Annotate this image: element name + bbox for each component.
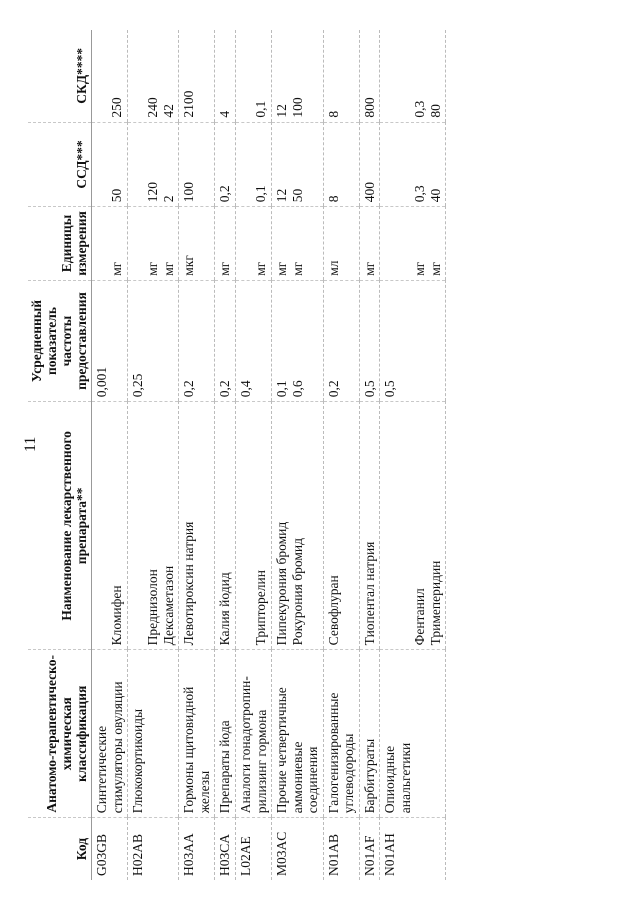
cell-skd-line: 100 [289,97,305,118]
cell-skd-line: 250 [109,97,125,118]
cell-drug [272,402,324,650]
table-row [92,30,128,880]
cell-unit [92,207,128,281]
cell-atc [179,650,215,818]
cell-atc [128,650,179,818]
cell-atc-line: Прочие четвертичные [274,687,290,814]
cell-frequency [359,280,380,402]
cell-unit [323,207,359,281]
spacer [238,406,253,645]
cell-unit-line: мг [427,261,443,276]
cell-atc-line: Препараты йода [217,720,233,814]
cell-drug-line: Рокурония бромид [289,538,305,646]
spacer [130,406,145,645]
cell-atc-line: рилизинг гормона [253,709,269,814]
table-row [128,30,179,880]
cell-ssd [272,122,324,207]
cell-code-line: N01AF [361,835,377,876]
cell-code [92,818,128,880]
spacer [238,211,253,276]
cell-frequency-line: 0,2 [181,380,197,398]
table-row [215,30,236,880]
cell-atc-line: Аналоги гонадотропин- [237,676,253,814]
header-drug-name: Наименование лекарственного препарата** [28,402,92,650]
cell-skd-line: 42 [160,104,176,118]
cell-drug [92,402,128,650]
spacer [94,211,109,276]
cell-atc-line: Синтетические [94,725,110,814]
cell-drug [235,402,271,650]
cell-unit-line: мг [274,261,290,276]
cell-frequency [92,280,128,402]
spacer [94,127,109,203]
header-frequency: Усредненный показатель частоты предоставления [28,280,92,402]
cell-code-line: H02AB [130,833,146,876]
cell-atc-line: соединения [305,746,321,814]
cell-code-line: M03AC [274,831,290,876]
cell-skd-line: 240 [145,97,161,118]
cell-atc-line: стимуляторы овуляции [109,681,125,814]
cell-frequency [323,280,359,402]
cell-skd [179,30,215,122]
cell-drug-line: Калия йодид [217,572,233,646]
cell-skd-line: 0,1 [252,100,268,118]
rotated-table-container [28,30,628,880]
table-row [380,30,446,880]
cell-code [179,818,215,880]
cell-code-line: H03AA [181,833,197,876]
cell-skd [92,30,128,122]
cell-drug [179,402,215,650]
spacer [130,211,145,276]
cell-code-line: N01AB [325,833,341,876]
cell-frequency-line: 0,5 [382,380,398,398]
spacer [382,127,397,203]
cell-ssd-line: 50 [289,188,305,203]
cell-skd [128,30,179,122]
cell-drug [215,402,236,650]
cell-skd [235,30,271,122]
table-row [359,30,380,880]
cell-code [128,818,179,880]
page-number: 11 [22,436,39,452]
cell-ssd [235,122,271,207]
cell-ssd-line: 50 [109,188,125,203]
cell-atc [235,650,271,818]
cell-frequency [272,280,324,402]
cell-unit-line: мг [412,261,428,276]
cell-atc-line: Барбитураты [361,738,377,814]
cell-skd [272,30,324,122]
cell-ssd [380,122,446,207]
table-body [92,30,446,880]
spacer [130,127,145,203]
cell-skd-line: 4 [217,110,233,118]
cell-frequency-line: 0,001 [94,366,110,398]
spacer [382,34,397,118]
header-ssd: ССД*** [28,122,92,207]
cell-unit [215,207,236,281]
cell-unit [272,207,324,281]
spacer [382,211,397,276]
cell-ssd [359,122,380,207]
cell-ssd-line: 2 [160,195,176,203]
cell-atc-line: железы [196,770,212,814]
header-code: Код [28,818,92,880]
cell-ssd [128,122,179,207]
spacer [94,34,109,118]
cell-ssd-line: 0,3 [412,185,428,203]
cell-skd [215,30,236,122]
spacer [397,211,412,276]
table-row [323,30,359,880]
cell-atc [272,650,324,818]
cell-drug-line: Фентанил [412,588,428,646]
cell-ssd-line: 0,1 [252,185,268,203]
cell-atc-line: Опиоидные [382,745,398,814]
cell-code [323,818,359,880]
cell-frequency [380,280,446,402]
drug-table [28,30,446,880]
cell-frequency [235,280,271,402]
cell-ssd-line: 400 [361,181,377,203]
cell-ssd [215,122,236,207]
cell-frequency [215,280,236,402]
cell-frequency [179,280,215,402]
cell-drug [323,402,359,650]
cell-code-line: H03CA [217,833,233,876]
cell-drug-line: Тиопентал натрия [361,541,377,646]
cell-skd-line: 800 [361,97,377,118]
spacer [397,127,412,203]
cell-frequency [128,280,179,402]
cell-atc-line: Глюкокортикоиды [130,708,146,814]
header-skd: СКД**** [28,30,92,122]
cell-atc [359,650,380,818]
cell-atc-line: Гормоны щитовидной [181,686,197,814]
header-atc-classification: Анатомо-терапевтическо-химическая классификация [28,650,92,818]
cell-unit-line: мкг [181,255,197,276]
cell-atc [380,650,446,818]
cell-atc [92,650,128,818]
cell-unit-line: мг [252,261,268,276]
cell-code [235,818,271,880]
cell-atc [323,650,359,818]
cell-frequency-line: 0,25 [130,373,146,398]
cell-atc-line: анальгетики [397,742,413,814]
cell-drug-line: Севофлуран [325,575,341,646]
cell-drug-line: Кломифен [109,585,125,646]
cell-unit [359,207,380,281]
cell-drug [128,402,179,650]
cell-ssd [323,122,359,207]
cell-drug [359,402,380,650]
cell-skd-line: 0,3 [412,100,428,118]
spacer [130,34,145,118]
cell-unit-line: мг [361,261,377,276]
cell-frequency-line: 0,4 [237,380,253,398]
spacer [397,406,412,645]
cell-atc-line: аммониевые [289,741,305,814]
cell-frequency-line: 0,2 [325,380,341,398]
table-row [235,30,271,880]
cell-drug-line: Дексаметазон [160,565,176,646]
cell-unit [179,207,215,281]
spacer [397,34,412,118]
cell-frequency-line: 0,5 [361,380,377,398]
cell-atc [215,650,236,818]
cell-skd [323,30,359,122]
cell-unit-line: мг [109,261,125,276]
cell-frequency-line: 0,6 [289,380,305,398]
cell-ssd-line: 12 [274,188,290,203]
table-header-row [28,30,92,880]
table-row [179,30,215,880]
cell-drug-line: Пипекурония бромид [274,521,290,646]
cell-code-line: G03GB [94,833,110,876]
spacer [382,406,397,645]
cell-skd-line: 80 [427,104,443,118]
cell-skd-line: 8 [325,110,341,118]
spacer [238,127,253,203]
cell-atc-line: Галогенизированные [325,692,341,814]
cell-skd-line: 12 [274,104,290,118]
cell-ssd-line: 40 [427,188,443,203]
table-row [272,30,324,880]
cell-atc-line: углеводороды [341,733,357,814]
cell-drug [380,402,446,650]
cell-skd [359,30,380,122]
cell-ssd-line: 120 [145,181,161,203]
cell-unit-line: мл [325,260,341,276]
cell-unit-line: мг [289,261,305,276]
spacer [94,406,109,645]
cell-code-line: L02AE [237,836,253,876]
cell-unit [235,207,271,281]
cell-code-line: N01AH [382,833,398,876]
cell-frequency-line: 0,1 [274,380,290,398]
cell-ssd-line: 100 [181,181,197,203]
cell-ssd-line: 0,2 [217,185,233,203]
cell-code [272,818,324,880]
cell-ssd-line: 8 [325,195,341,203]
cell-drug-line: Левотироксин натрия [181,521,197,646]
cell-drug-line: Тримеперидин [427,560,443,646]
cell-frequency-line: 0,2 [217,380,233,398]
cell-unit-line: мг [217,261,233,276]
cell-code [359,818,380,880]
cell-code [215,818,236,880]
cell-unit-line: мг [160,261,176,276]
spacer [238,34,253,118]
cell-ssd [179,122,215,207]
cell-unit-line: мг [145,261,161,276]
cell-skd [380,30,446,122]
cell-unit [380,207,446,281]
cell-drug-line: Трипторелин [252,570,268,646]
cell-drug-line: Преднизолон [145,569,161,646]
cell-unit [128,207,179,281]
cell-code [380,818,446,880]
cell-skd-line: 2100 [181,90,197,118]
cell-ssd [92,122,128,207]
header-unit: Единицы измерения [28,207,92,281]
